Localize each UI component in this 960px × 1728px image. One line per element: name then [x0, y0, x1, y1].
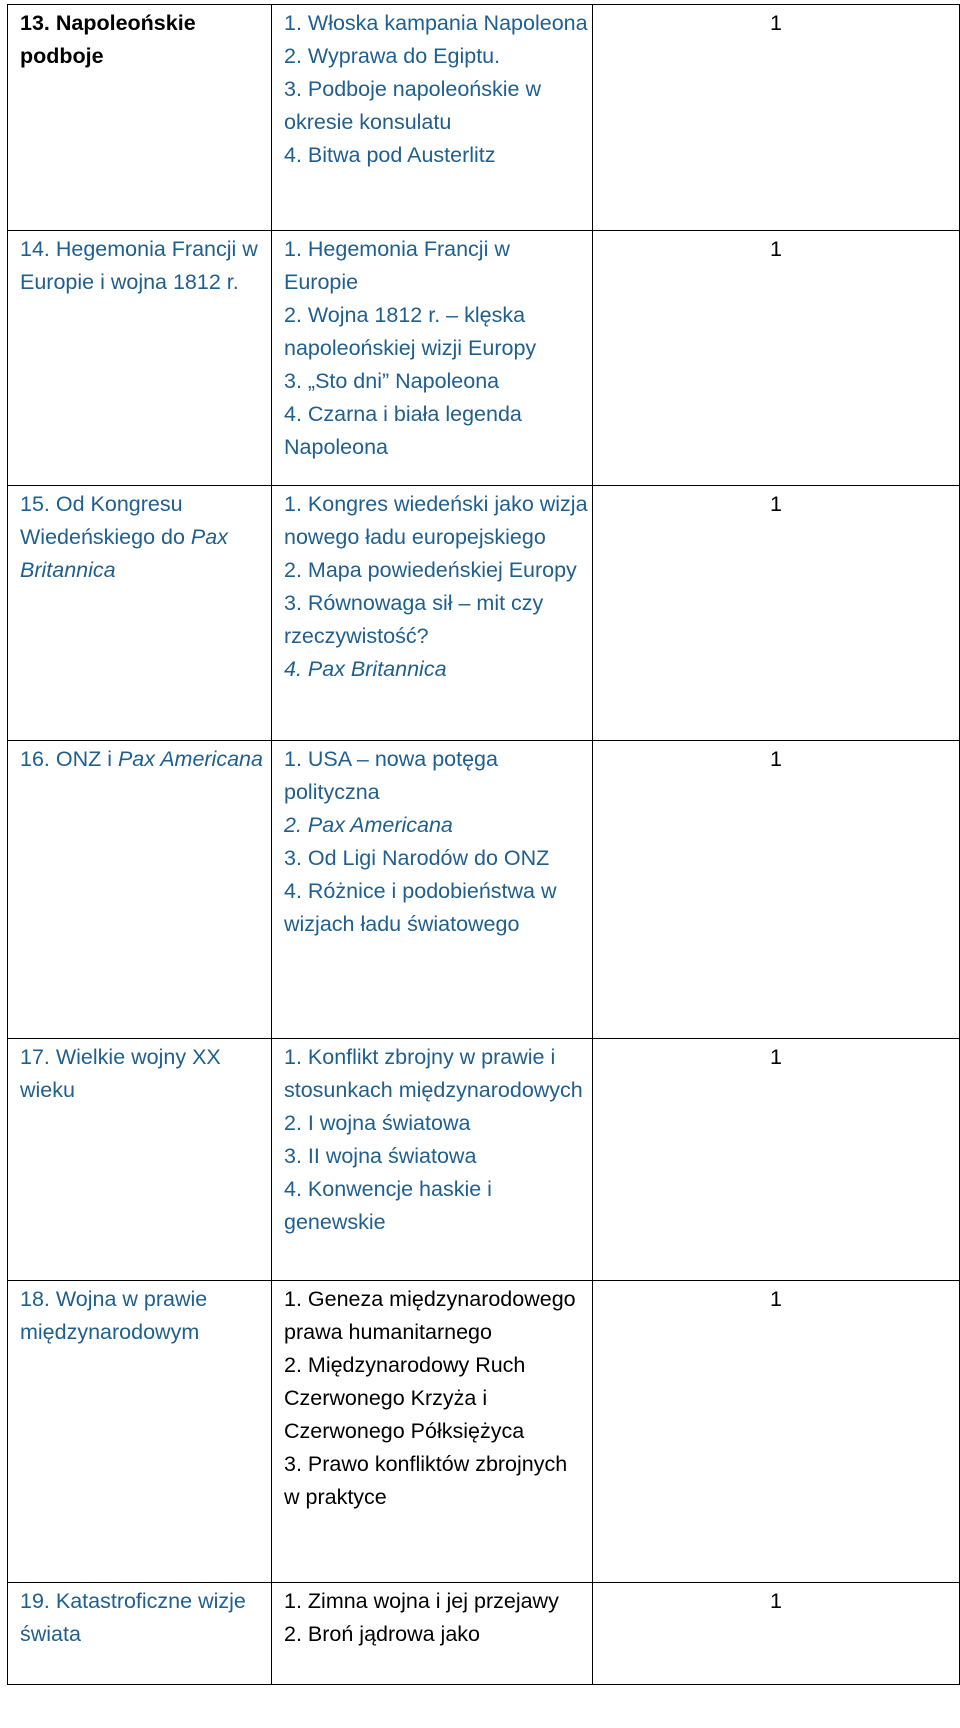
subtopic-item: 2. Wyprawa do Egiptu.	[284, 44, 501, 68]
hours-cell	[593, 741, 960, 1039]
subtopic-item: 3. Od Ligi Narodów do ONZ	[284, 846, 550, 870]
hours-cell	[593, 1281, 960, 1583]
hours-value: 1	[770, 11, 782, 35]
hours-value: 1	[770, 747, 782, 771]
subtopic-item: 2. Mapa powiedeńskiej Europy	[284, 558, 577, 582]
topic-text: 15. Od Kongresu Wiedeńskiego do	[20, 492, 191, 549]
subtopic-item: 1. Włoska kampania Napoleona	[284, 11, 588, 35]
subtopics-cell	[272, 1281, 593, 1583]
subtopic-item: 1. Konflikt zbrojny w prawie i stosunkach międzynarodowych	[284, 1045, 583, 1102]
table-row	[8, 231, 960, 486]
topic-cell	[8, 1583, 272, 1685]
subtopics-cell	[272, 1039, 593, 1281]
hours-cell	[593, 486, 960, 741]
subtopic-item: 4. Pax Britannica	[284, 657, 447, 681]
subtopics-cell	[272, 231, 593, 486]
topic-cell	[8, 1039, 272, 1281]
subtopics-cell	[272, 1583, 593, 1685]
hours-value: 1	[770, 492, 782, 516]
subtopics-cell	[272, 741, 593, 1039]
table-row	[8, 5, 960, 231]
topic-cell	[8, 5, 272, 231]
hours-value: 1	[770, 1589, 782, 1613]
subtopic-item: 1. USA – nowa potęga polityczna	[284, 747, 498, 804]
subtopic-item: 3. Podboje napoleońskie w okresie konsulatu	[284, 77, 541, 134]
hours-cell	[593, 5, 960, 231]
table-row	[8, 741, 960, 1039]
topic-text: 19. Katastroficzne wizje świata	[20, 1589, 246, 1646]
topic-text-italic: Pax Americana	[117, 747, 263, 771]
subtopic-item: 2. Wojna 1812 r. – klęska napoleońskiej wizji Europy	[284, 303, 537, 360]
topic-cell	[8, 231, 272, 486]
subtopics-cell	[272, 486, 593, 741]
subtopic-item: 1. Geneza międzynarodowego prawa humanitarnego	[284, 1287, 576, 1344]
subtopic-item: 4. Konwencje haskie i genewskie	[284, 1177, 492, 1234]
subtopic-item: 4. Różnice i podobieństwa w wizjach ładu światowego	[284, 879, 557, 936]
topic-cell	[8, 741, 272, 1039]
curriculum-table	[7, 4, 960, 1685]
hours-value: 1	[770, 1045, 782, 1069]
topic-cell	[8, 1281, 272, 1583]
subtopic-item: 1. Zimna wojna i jej przejawy	[284, 1589, 559, 1613]
subtopic-item: 1. Kongres wiedeński jako wizja nowego ładu europejskiego	[284, 492, 588, 549]
hours-cell	[593, 1039, 960, 1281]
subtopic-item: 1. Hegemonia Francji w Europie	[284, 237, 510, 294]
subtopic-item: 2. Broń jądrowa jako	[284, 1622, 480, 1646]
hours-value: 1	[770, 1287, 782, 1311]
hours-cell	[593, 1583, 960, 1685]
subtopic-item: 3. „Sto dni” Napoleona	[284, 369, 500, 393]
subtopics-cell	[272, 5, 593, 231]
topic-text: 16. ONZ i	[20, 747, 118, 771]
table-row	[8, 486, 960, 741]
topic-text: 17. Wielkie wojny XX wieku	[20, 1045, 221, 1102]
subtopic-item: 2. Międzynarodowy Ruch Czerwonego Krzyża i Czerwonego Półksiężyca	[284, 1353, 526, 1443]
topic-text: 13. Napoleońskie podboje	[20, 11, 196, 68]
topic-text: 14. Hegemonia Francji w Europie i wojna 1812 r.	[20, 237, 258, 294]
hours-value: 1	[770, 237, 782, 261]
subtopic-item: 4. Czarna i biała legenda Napoleona	[284, 402, 522, 459]
subtopic-item: 3. II wojna światowa	[284, 1144, 477, 1168]
topic-text: 18. Wojna w prawie międzynarodowym	[20, 1287, 208, 1344]
table-row	[8, 1583, 960, 1685]
topic-text-italic: Pax Britannica	[20, 525, 228, 582]
table-row	[8, 1039, 960, 1281]
topic-cell	[8, 486, 272, 741]
subtopic-item: 3. Równowaga sił – mit czy rzeczywistość?	[284, 591, 544, 648]
subtopic-item: 4. Bitwa pod Austerlitz	[284, 143, 496, 167]
subtopic-item: 2. I wojna światowa	[284, 1111, 471, 1135]
subtopic-item: 2. Pax Americana	[284, 813, 453, 837]
table-row	[8, 1281, 960, 1583]
hours-cell	[593, 231, 960, 486]
subtopic-item: 3. Prawo konfliktów zbrojnych w praktyce	[284, 1452, 568, 1509]
